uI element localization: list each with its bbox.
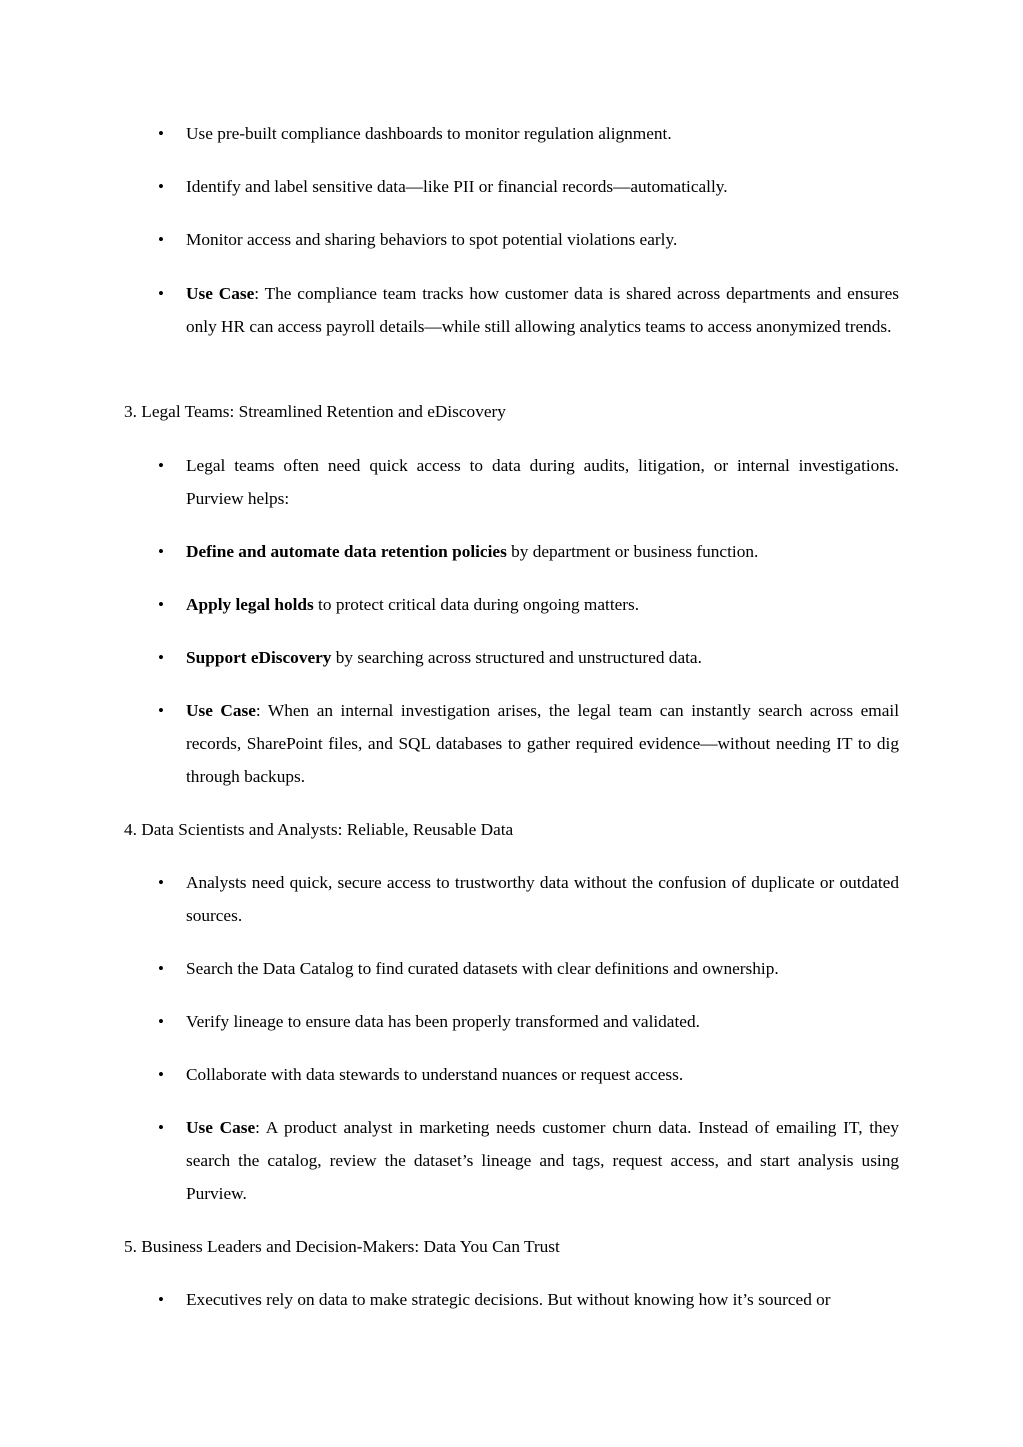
bullet-text: : When an internal investigation arises, the legal team can instantly search across email records, SharePoint files, and SQL databases to gather required evidence—without needing IT to dig through backups. <box>186 701 899 786</box>
bullet-label-sensitive-data <box>158 170 899 203</box>
bullet-text: Collaborate with data stewards to understand nuances or request access. <box>186 1065 684 1084</box>
section-heading-legal-teams: 3. Legal Teams: Streamlined Retention and eDiscovery <box>124 402 506 421</box>
bullet-bold-lead: Apply legal holds <box>186 595 314 614</box>
bullet-verify-lineage <box>158 1005 899 1038</box>
bullet-dot: • <box>158 124 164 143</box>
bullet-text: : The compliance team tracks how customer data is shared across departments and ensures only HR can access payroll details—while still allowing analytics teams to access anonymized trends. <box>186 284 900 336</box>
bullet-monitor-access <box>158 223 899 256</box>
bullet-dot: • <box>158 1012 164 1031</box>
bullet-dot: • <box>158 230 164 249</box>
bullet-dot: • <box>158 284 164 303</box>
bullet-dot: • <box>158 701 164 720</box>
bullet-legal-use-case <box>158 694 899 793</box>
bullet-compliance-use-case <box>158 277 900 343</box>
bullet-text: by searching across structured and unstructured data. <box>331 648 702 667</box>
bullet-text: : A product analyst in marketing needs customer churn data. Instead of emailing IT, they search the catalog, review the dataset’s lineage and tags, request access, and start analysis using Purview. <box>186 1118 899 1203</box>
section-heading-business-leaders: 5. Business Leaders and Decision-Makers: Data You Can Trust <box>124 1237 560 1256</box>
bullet-collaborate-stewards <box>158 1058 899 1091</box>
bullet-analyst-use-case <box>158 1111 899 1210</box>
bullet-dot: • <box>158 542 164 561</box>
bullet-text: Monitor access and sharing behaviors to spot potential violations early. <box>186 230 678 249</box>
bullet-analysts-need-access <box>158 866 899 932</box>
bullet-text: Executives rely on data to make strategic decisions. But without knowing how it’s sourced or <box>186 1290 831 1309</box>
bullet-bold-lead: Define and automate data retention policies <box>186 542 507 561</box>
bullet-text: Identify and label sensitive data—like PII or financial records—automatically. <box>186 177 728 196</box>
bullet-legal-holds <box>158 588 899 621</box>
bullet-dot: • <box>158 456 164 475</box>
bullet-bold-lead: Support eDiscovery <box>186 648 332 667</box>
bullet-search-catalog <box>158 952 899 985</box>
bullet-bold-lead: Use Case <box>186 284 255 303</box>
bullet-retention-policies <box>158 535 899 568</box>
bullet-compliance-dashboards <box>158 117 899 150</box>
bullet-text: Verify lineage to ensure data has been properly transformed and validated. <box>186 1012 700 1031</box>
bullet-text: Analysts need quick, secure access to trustworthy data without the confusion of duplicate or outdated sources. <box>186 873 899 925</box>
bullet-text: Use pre-built compliance dashboards to monitor regulation alignment. <box>186 124 672 143</box>
bullet-legal-quick-access <box>158 449 899 515</box>
bullet-dot: • <box>158 873 164 892</box>
bullet-bold-lead: Use Case <box>186 701 256 720</box>
bullet-dot: • <box>158 1065 164 1084</box>
bullet-dot: • <box>158 648 164 667</box>
bullet-text: to protect critical data during ongoing matters. <box>313 595 640 614</box>
bullet-text: by department or business function. <box>506 542 759 561</box>
section-heading-data-scientists: 4. Data Scientists and Analysts: Reliable, Reusable Data <box>124 820 514 839</box>
bullet-text: Search the Data Catalog to find curated datasets with clear definitions and ownership. <box>186 959 779 978</box>
bullet-text: Legal teams often need quick access to data during audits, litigation, or internal investigations. Purview helps: <box>186 456 899 508</box>
bullet-dot: • <box>158 595 164 614</box>
bullet-executives-rely <box>158 1283 899 1316</box>
bullet-bold-lead: Use Case <box>186 1118 256 1137</box>
bullet-dot: • <box>158 1290 164 1309</box>
bullet-dot: • <box>158 1118 164 1137</box>
bullet-dot: • <box>158 959 164 978</box>
bullet-ediscovery <box>158 641 899 674</box>
bullet-dot: • <box>158 177 164 196</box>
